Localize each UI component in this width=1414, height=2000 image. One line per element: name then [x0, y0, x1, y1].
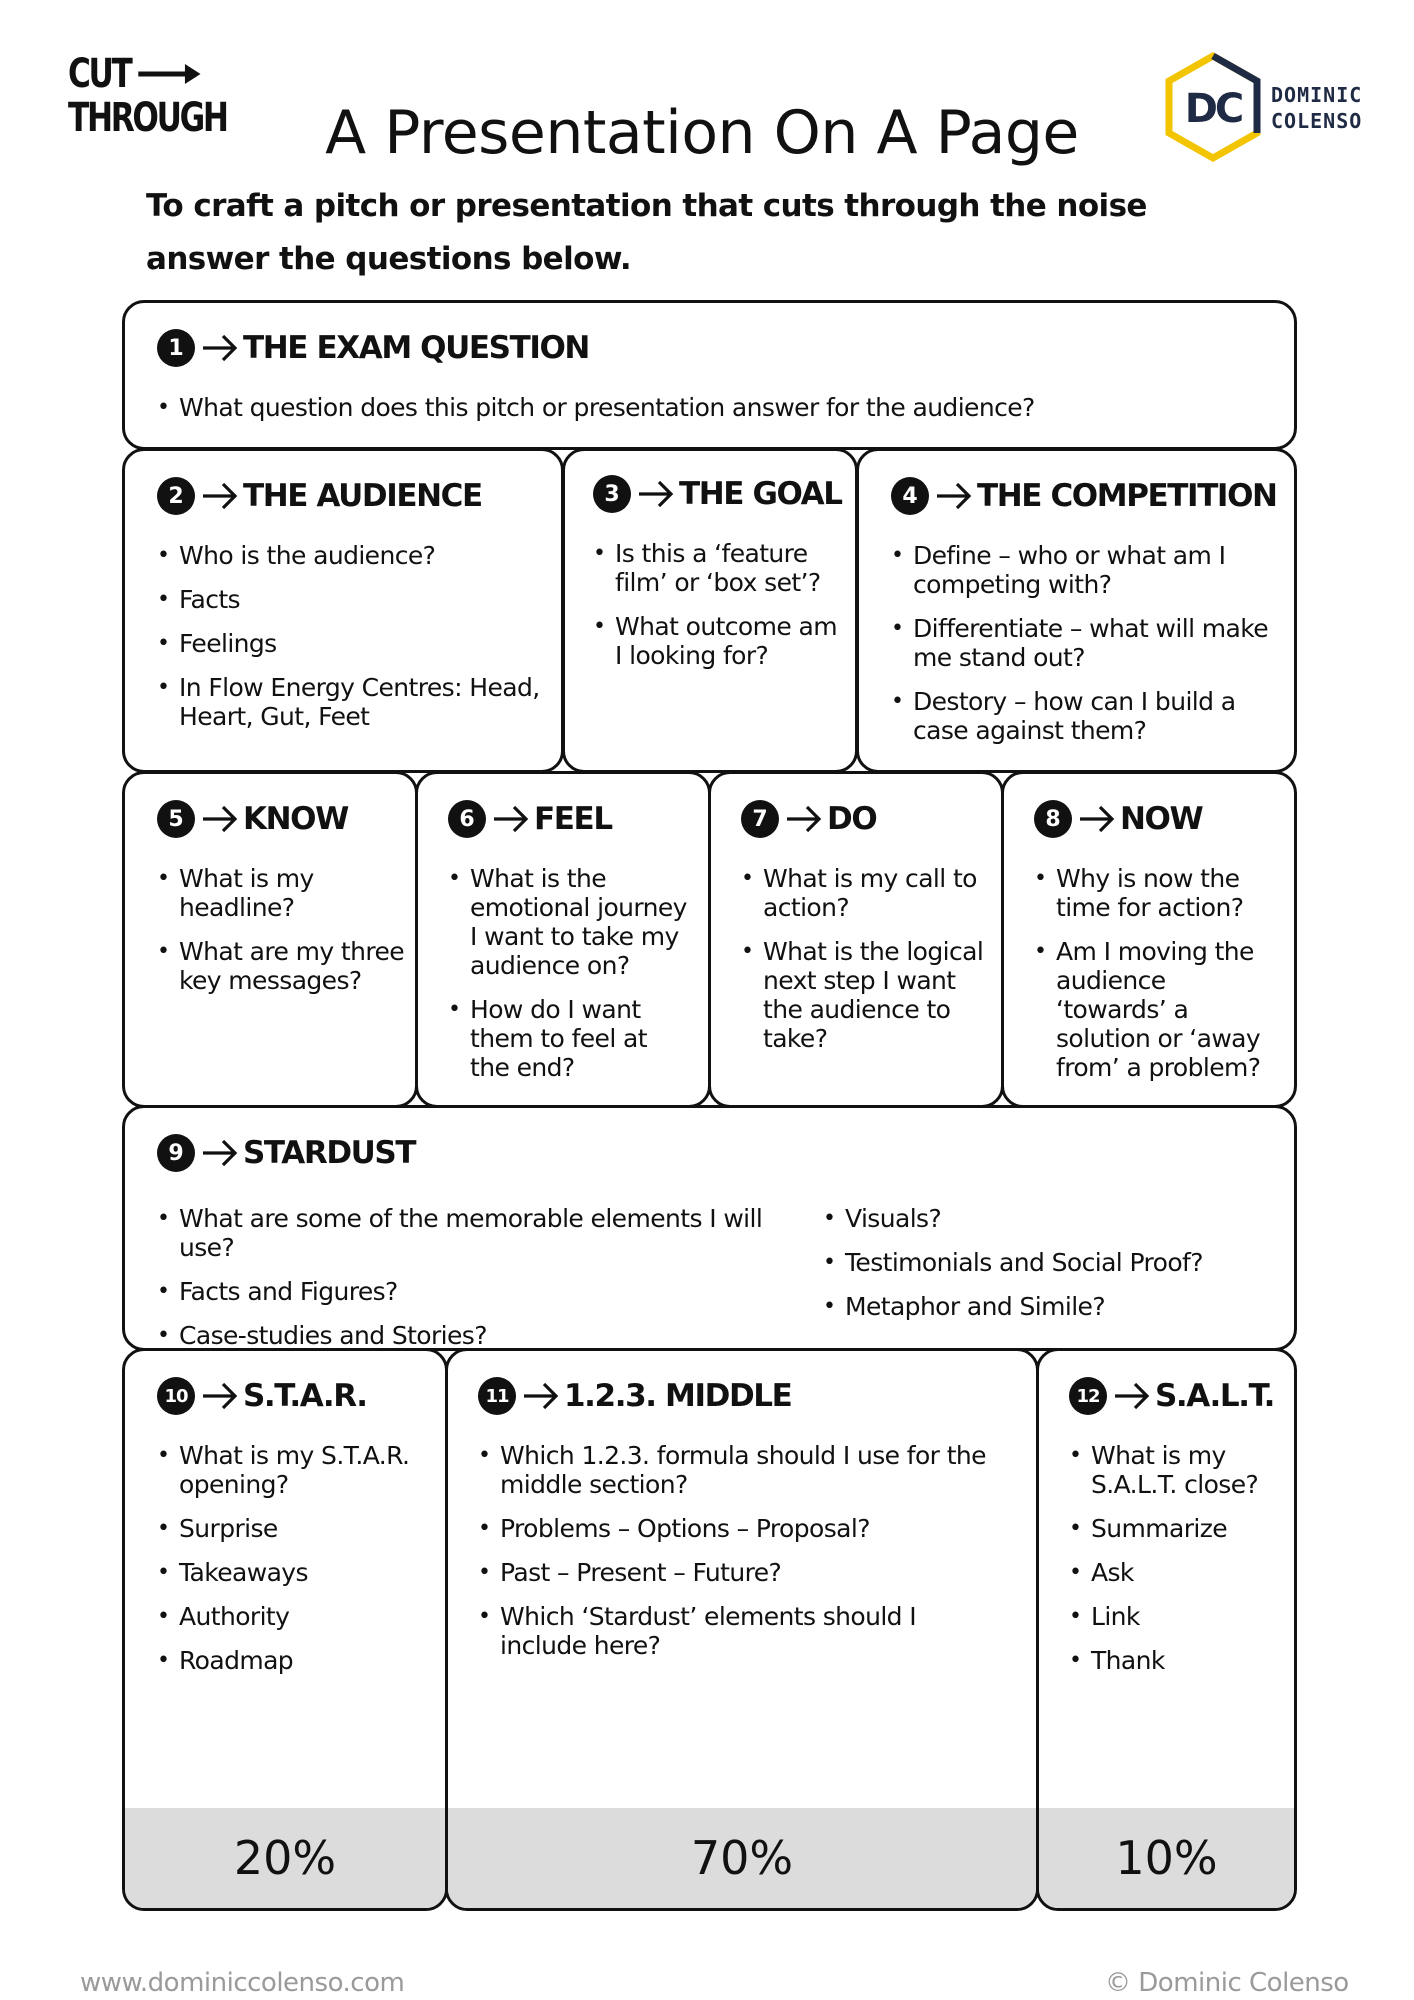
number-badge: 6 [448, 800, 486, 838]
question-list [741, 864, 986, 1068]
logo-name-line-1: DOMINIC [1271, 83, 1363, 107]
section-heading: KNOW [243, 801, 348, 837]
number-badge: 9 [157, 1134, 195, 1172]
arrow-right-icon [201, 481, 239, 511]
list-item: • Which ‘Stardust’ elements should I include here? [478, 1602, 988, 1660]
section-header [741, 800, 876, 838]
section-stardust [122, 1105, 1297, 1351]
number-badge: 1 [157, 329, 195, 367]
section-know [122, 771, 418, 1108]
arrow-right-icon [1078, 804, 1116, 834]
logo-name-line-2: COLENSO [1271, 109, 1363, 133]
question-list [157, 864, 407, 1010]
section-heading: DO [827, 801, 877, 837]
list-item: • Destory – how can I build a case against them? [891, 687, 1271, 745]
section-heading: S.T.A.R. [243, 1378, 367, 1414]
list-item: • What are some of the memorable elements I will use? [157, 1204, 797, 1262]
list-item: • Am I moving the audience ‘towards’ a solution or ‘away from’ a problem? [1034, 937, 1279, 1082]
section-do [708, 771, 1004, 1108]
list-item: • What is my call to action? [741, 864, 986, 922]
section-heading: FEEL [534, 801, 612, 837]
number-badge: 10 [157, 1377, 195, 1415]
list-item: • What is my S.T.A.R. opening? [157, 1441, 437, 1499]
section-header [157, 1134, 415, 1172]
arrow-right-icon [785, 804, 823, 834]
list-item: • How do I want them to feel at the end? [448, 995, 693, 1082]
footer-copyright: © Dominic Colenso [1105, 1968, 1349, 1998]
list-item: • Authority [157, 1602, 437, 1631]
question-list [448, 864, 693, 1097]
list-item: • Facts [157, 585, 547, 614]
list-item: • Past – Present – Future? [478, 1558, 988, 1587]
number-badge: 4 [891, 477, 929, 515]
list-item: • Summarize [1069, 1514, 1284, 1543]
number-badge: 7 [741, 800, 779, 838]
section-heading: THE COMPETITION [977, 478, 1277, 514]
list-item: • Feelings [157, 629, 547, 658]
question-list [157, 1441, 437, 1690]
section-feel [415, 771, 711, 1108]
number-badge: 3 [593, 475, 631, 513]
section-heading: NOW [1120, 801, 1203, 837]
list-item: • Why is now the time for action? [1034, 864, 1279, 922]
arrow-right-icon [492, 804, 530, 834]
section-heading: THE AUDIENCE [243, 478, 482, 514]
section-heading: STARDUST [243, 1135, 416, 1171]
intro-text: To craft a pitch or presentation that cuts through the noise answer the questions below. [146, 188, 1147, 277]
arrow-right-icon [1113, 1381, 1151, 1411]
logo-line-1: CUT [68, 51, 131, 97]
logo-line-2: THROUGH [68, 95, 227, 141]
list-item: • Roadmap [157, 1646, 437, 1675]
arrow-right-icon [935, 481, 973, 511]
section-header [478, 1377, 791, 1415]
number-badge: 8 [1034, 800, 1072, 838]
question-list [1069, 1441, 1284, 1690]
arrow-right-icon [201, 1138, 239, 1168]
list-item: • Ask [1069, 1558, 1284, 1587]
section-header [593, 475, 842, 513]
list-item: • Differentiate – what will make me stand out? [891, 614, 1271, 672]
list-item: • What is my S.A.L.T. close? [1069, 1441, 1284, 1499]
percent-band: 10% [1039, 1808, 1294, 1908]
list-item: • Visuals? [823, 1204, 1273, 1233]
section-goal [562, 448, 858, 773]
list-item: • Facts and Figures? [157, 1277, 797, 1306]
question-list-left [157, 1204, 797, 1351]
section-salt [1036, 1348, 1297, 1911]
list-item: • Takeaways [157, 1558, 437, 1587]
number-badge: 12 [1069, 1377, 1107, 1415]
arrow-right-icon [138, 62, 200, 86]
section-header [448, 800, 612, 838]
section-star [122, 1348, 448, 1911]
section-header [891, 477, 1277, 515]
list-item: • What is the emotional journey I want to take my audience on? [448, 864, 693, 980]
arrow-right-icon [201, 1381, 239, 1411]
arrow-right-icon [201, 333, 239, 363]
section-header [157, 800, 348, 838]
section-heading: THE EXAM QUESTION [243, 330, 589, 366]
footer-website: www.dominiccolenso.com [80, 1968, 405, 1998]
question-list [891, 541, 1271, 760]
section-audience [122, 448, 564, 773]
list-item: • Thank [1069, 1646, 1284, 1675]
percent-band: 20% [125, 1808, 445, 1908]
list-item: • What question does this pitch or presentation answer for the audience? [157, 393, 1277, 422]
number-badge: 11 [478, 1377, 516, 1415]
question-list [157, 541, 547, 746]
question-list [157, 393, 1277, 437]
section-header [1069, 1377, 1274, 1415]
list-item: • Define – who or what am I competing with? [891, 541, 1271, 599]
list-item: • Surprise [157, 1514, 437, 1543]
list-item: • What are my three key messages? [157, 937, 407, 995]
list-item: • In Flow Energy Centres: Head, Heart, Gut, Feet [157, 673, 547, 731]
question-list-right [823, 1204, 1273, 1336]
question-list [593, 539, 848, 685]
arrow-right-icon [637, 479, 675, 509]
list-item: • What outcome am I looking for? [593, 612, 848, 670]
section-competition [856, 448, 1297, 773]
arrow-right-icon [201, 804, 239, 834]
number-badge: 2 [157, 477, 195, 515]
section-header [157, 477, 482, 515]
logo-initials: DC [1184, 86, 1242, 132]
section-header [157, 1377, 367, 1415]
list-item: • What is the logical next step I want the audience to take? [741, 937, 986, 1053]
list-item: • Who is the audience? [157, 541, 547, 570]
section-heading: THE GOAL [679, 476, 842, 512]
list-item: • Case-studies and Stories? [157, 1321, 797, 1350]
list-item: • What is my headline? [157, 864, 407, 922]
list-item: • Problems – Options – Proposal? [478, 1514, 988, 1543]
question-list [478, 1441, 988, 1675]
section-exam-question [122, 300, 1297, 450]
list-item: • Which 1.2.3. formula should I use for the middle section? [478, 1441, 988, 1499]
section-middle [445, 1348, 1039, 1911]
section-header [157, 329, 589, 367]
section-header [1034, 800, 1202, 838]
list-item: • Link [1069, 1602, 1284, 1631]
page-title: A Presentation On A Page [325, 98, 1079, 168]
number-badge: 5 [157, 800, 195, 838]
section-heading: 1.2.3. MIDDLE [564, 1378, 792, 1414]
percent-band: 70% [448, 1808, 1036, 1908]
list-item: • Is this a ‘feature film’ or ‘box set’? [593, 539, 848, 597]
list-item: • Testimonials and Social Proof? [823, 1248, 1273, 1277]
arrow-right-icon [522, 1381, 560, 1411]
list-item: • Metaphor and Simile? [823, 1292, 1273, 1321]
section-now [1001, 771, 1297, 1108]
question-list [1034, 864, 1279, 1097]
section-heading: S.A.L.T. [1155, 1378, 1274, 1414]
